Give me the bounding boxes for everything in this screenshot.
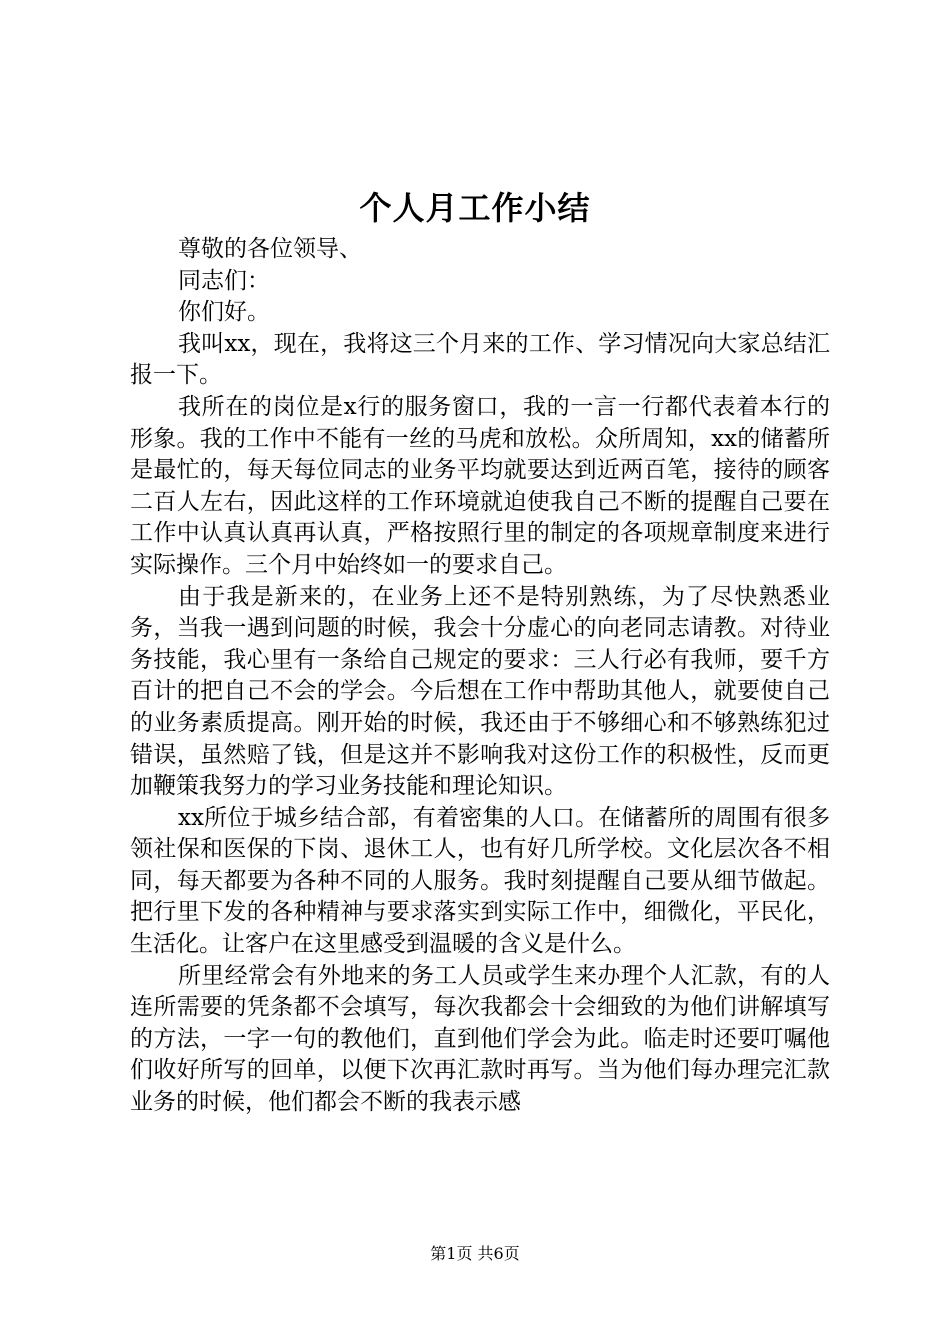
document-title: 个人月工作小结 — [359, 189, 591, 227]
page-number-footer: 第1页 共6页 — [430, 1244, 520, 1263]
paragraph-greeting: 你们好。 — [178, 299, 270, 326]
paragraph-intro: 我叫xx，现在，我将这三个月来的工作、学习情况向大家总结汇报一下。 — [130, 330, 830, 389]
paragraph-position: 我所在的岗位是x行的服务窗口，我的一言一行都代表着本行的形象。我的工作中不能有一丝的马虎和放松。众所周知，xx的储蓄所是最忙的，每天每位同志的业务平均就要达到近两百笔，接待的顾客二百人左右，因此这样的工作环境就迫使我自己不断的提醒自己要在工作中认真认真再认真，严格按照行里的制定的各项规章制度来进行实际操作。三个月中始终如一的要求自己。 — [130, 393, 830, 578]
paragraph-salutation-1: 尊敬的各位领导、 — [178, 236, 362, 262]
paragraph-salutation-2: 同志们： — [178, 267, 270, 294]
paragraph-learning: 由于我是新来的，在业务上还不是特别熟练，为了尽快熟悉业务，当我一遇到问题的时候，我会十分虚心的向老同志请教。对待业务技能，我心里有一条给自己规定的要求：三人行必有我师，要千方百计的把自己不会的学会。今后想在工作中帮助其他人，就要使自己的业务素质提高。刚开始的时候，我还由于不够细心和不够熟练犯过错误，虽然赔了钱，但是这并不影响我对这份工作的积极性，反而更加鞭策我努力的学习业务技能和理论知识。 — [130, 583, 830, 800]
paragraph-service: 所里经常会有外地来的务工人员或学生来办理个人汇款，有的人连所需要的凭条都不会填写，每次我都会十会细致的为他们讲解填写的方法，一字一句的教他们，直到他们学会为此。临走时还要叮嘱他们收好所写的回单，以便下次再汇款时再写。当为他们每办理完汇款业务的时候，他们都会不断的我表示感 — [130, 962, 830, 1116]
paragraph-location: xx所位于城乡结合部，有着密集的人口。在储蓄所的周围有很多领社保和医保的下岗、退休工人，也有好几所学校。文化层次各不相同，每天都要为各种不同的人服务。我时刻提醒自己要从细节做起。把行里下发的各种精神与要求落实到实际工作中，细微化，平民化，生活化。让客户在这里感受到温暖的含义是什么。 — [130, 804, 830, 958]
document-body — [130, 234, 830, 1119]
